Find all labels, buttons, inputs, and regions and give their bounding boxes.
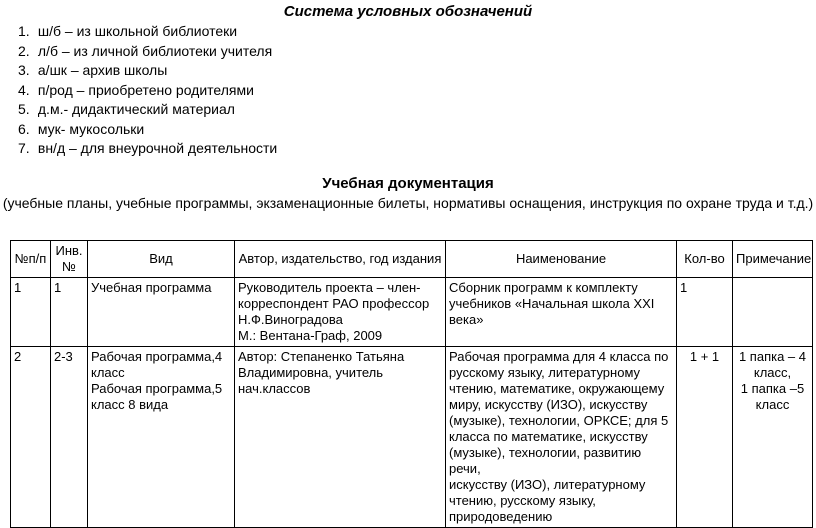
section-subheading: (учебные планы, учебные программы, экзаменационные билеты, нормативы оснащения, инструкция по охране труда и т.д.) <box>2 195 814 211</box>
cell-note <box>733 278 813 347</box>
legend-item-text: а/шк – архив школы <box>37 62 168 78</box>
legend-item <box>18 100 277 120</box>
column-header-author: Автор, издательство, год издания <box>235 241 446 278</box>
legend-item-text: мук- мукосольки <box>37 120 145 137</box>
legend-item-number: 6. <box>18 120 30 137</box>
column-header-quantity: Кол-во <box>677 241 733 278</box>
cell-author: Руководитель проекта – член- корреспондент РАО профессор Н.Ф.Виноградова М.: Вентана-Граф, 2009 <box>235 278 446 347</box>
legend-item <box>18 22 277 42</box>
legend-item-text: ш/б – из школьной библиотеки <box>37 23 238 39</box>
cell-inventory: 2-3 <box>51 347 88 528</box>
cell-name: Сборник программ к комплекту учебников «Начальная школа XXI века» <box>446 278 677 347</box>
cell-number: 1 <box>11 278 51 347</box>
legend-title: Система условных обозначений <box>283 3 533 20</box>
legend-item <box>18 120 277 140</box>
legend-item <box>18 139 277 159</box>
column-header-name: Наименование <box>446 241 677 278</box>
cell-quantity: 1 + 1 <box>677 347 733 528</box>
legend-item <box>18 42 277 62</box>
documentation-table <box>10 240 813 528</box>
column-header-number: №п/п <box>11 241 51 278</box>
cell-type: Учебная программа <box>88 278 235 347</box>
legend-item-number: 3. <box>18 62 30 78</box>
column-header-inventory: Инв.№ <box>51 241 88 278</box>
legend-item <box>18 61 277 81</box>
legend-item-number: 5. <box>18 101 30 117</box>
legend-item-text: д.м.- дидактический материал <box>37 101 235 117</box>
legend-list <box>18 22 277 159</box>
legend-item-text: п/род – приобретено родителями <box>37 81 254 98</box>
cell-type: Рабочая программа,4 класс Рабочая программа,5 класс 8 вида <box>88 347 235 528</box>
table-row <box>11 278 813 347</box>
legend-item-number: 4. <box>18 81 30 98</box>
cell-inventory: 1 <box>51 278 88 347</box>
legend-item-number: 2. <box>18 42 30 59</box>
cell-quantity: 1 <box>677 278 733 347</box>
table-header-row <box>11 241 813 278</box>
legend-item-text: л/б – из личной библиотеки учителя <box>37 42 273 59</box>
cell-number: 2 <box>11 347 51 528</box>
section-heading: Учебная документация <box>322 175 494 192</box>
column-header-type: Вид <box>88 241 235 278</box>
legend-item <box>18 81 277 101</box>
legend-item-number: 7. <box>18 140 30 156</box>
table-row <box>11 347 813 528</box>
cell-name: Рабочая программа для 4 класса по русскому языку, литературному чтению, математике, окружающему миру, искусству (ИЗО), искусству (музыке), технологии, ОРКСЕ; для 5 класса по математике, искусству (музыке), технологии, развитию речи, искусству (ИЗО), литературному чтению, русскому языку, природоведению <box>446 347 677 528</box>
column-header-note: Примечание <box>733 241 813 278</box>
legend-item-text: вн/д – для внеурочной деятельности <box>37 140 278 156</box>
cell-author: Автор: Степаненко Татьяна Владимировна, учитель нач.классов <box>235 347 446 528</box>
legend-item-number: 1. <box>18 23 30 39</box>
cell-note: 1 папка – 4 класс, 1 папка –5 класс <box>733 347 813 528</box>
